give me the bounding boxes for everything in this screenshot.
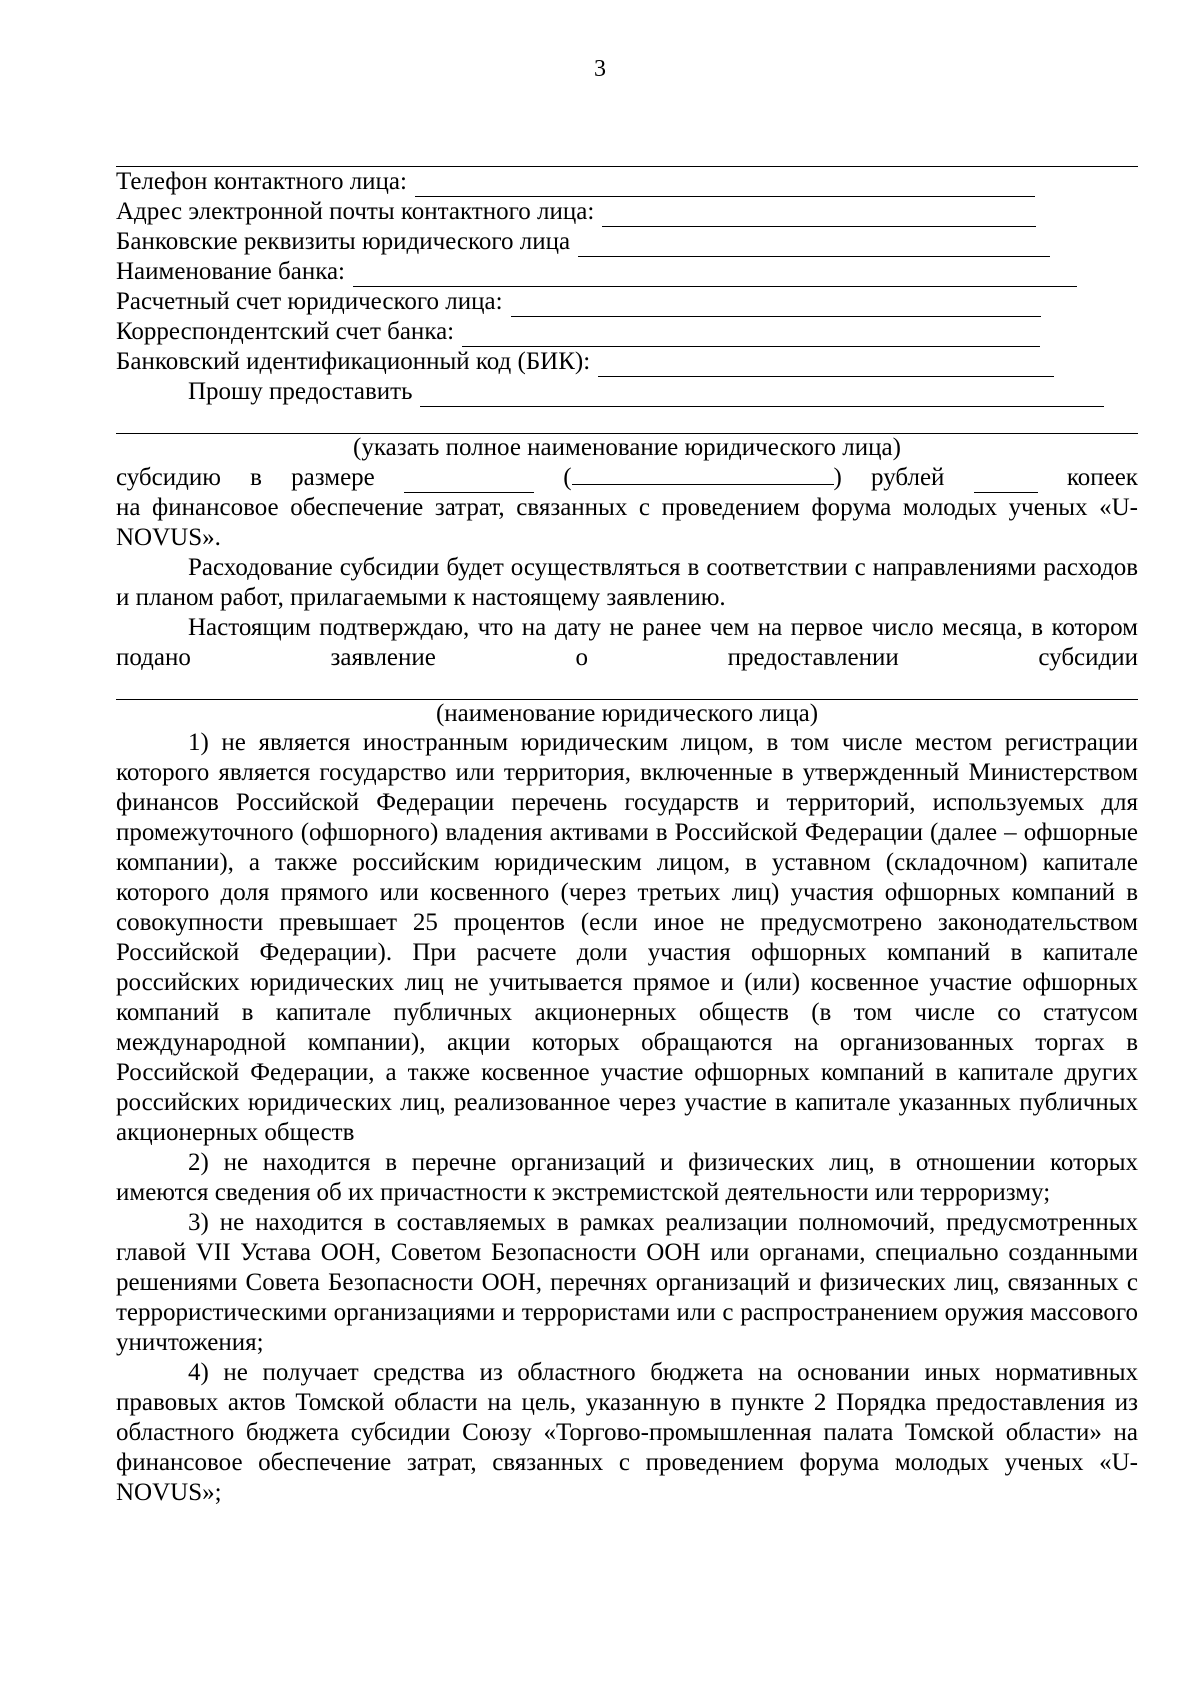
correspondent-account-row [116, 317, 1138, 347]
purpose-paragraph: на финансовое обеспечение затрат, связанных с проведением форума молодых ученых «U-NOVUS». [116, 494, 1138, 551]
bank-name-row [116, 257, 1138, 287]
bank-details-field[interactable] [578, 234, 1050, 257]
correspondent-account-label: Корреспондентский счет банка: [116, 318, 455, 345]
list-item-2: 2) не находится в перечне организаций и физических лиц, в отношении которых имеются сведения об их причастности к экстремистской деятельности или терроризму; [116, 1149, 1138, 1206]
contact-phone-field[interactable] [415, 174, 1035, 197]
subsidy-size-word: размере [291, 464, 375, 491]
contact-phone-label: Телефон контактного лица: [116, 168, 407, 195]
legal-entity-full-caption: (указать полное наименование юридического лица) [353, 434, 901, 461]
subsidy-amount-field[interactable] [404, 470, 534, 493]
bank-details-row [116, 227, 1138, 257]
page-number: 3 [594, 56, 606, 82]
application-form [116, 138, 1138, 1508]
bik-row [116, 347, 1138, 377]
list-item-1: 1) не является иностранным юридическим лицом, в том числе местом регистрации которого является государство или территория, включенные в утвержденный Министерством финансов Российской Федерации перечень государств и территорий, используемых для промежуточного (офшорного) владения активами в Российской Федерации (далее – офшорные компании), а также российским юридическим лицом, в уставном (складочном) капитале которого доля прямого или косвенного (через третьих лиц) участия офшорных компаний в совокупности превышает 25 процентов (если иное не предусмотрено законодательством Российской Федерации). При расчете доли участия офшорных компаний в капитале российских юридических лиц не учитывается прямое и (или) косвенное участие офшорных компаний в капитале публичных акционерных обществ (в том числе со статусом международной компании), акции которых обращаются на организованных торгах в Российской Федерации, а также косвенное участие офшорных компаний в капитале других российских юридических лиц, реализованное через участие в капитале указанных публичных акционерных обществ [116, 729, 1138, 1146]
request-field[interactable] [420, 384, 1104, 407]
contact-email-field[interactable] [602, 204, 1036, 227]
legal-entity-full-line[interactable] [116, 407, 1138, 434]
contact-email-label: Адрес электронной почты контактного лица: [116, 198, 595, 225]
legal-entity-name-line[interactable] [116, 673, 1138, 700]
bank-name-field[interactable] [353, 264, 1077, 287]
confirm-paragraph: Настоящим подтверждаю, что на дату не ранее чем на первое число месяца, в котором подано заявление о предоставлении субсидии [116, 614, 1138, 671]
bank-details-label: Банковские реквизиты юридического лица [116, 228, 571, 255]
subsidy-word: субсидию [116, 464, 221, 491]
contact-phone-row [116, 167, 1138, 197]
open-paren: ( [563, 464, 572, 491]
list-item-4: 4) не получает средства из областного бюджета на основании иных нормативных правовых актов Томской области на цель, указанную в пункте 2 Порядка предоставления из областного бюджета субсидии Союзу «Торгово-промышленная палата Томской области» на финансовое обеспечение затрат, связанных с проведением форума молодых ученых «U-NOVUS»; [116, 1359, 1138, 1506]
kopecks-field[interactable] [974, 470, 1038, 493]
top-blank-line[interactable] [116, 138, 1138, 167]
contact-email-row [116, 197, 1138, 227]
amount-words-field[interactable] [572, 462, 834, 485]
subsidy-amount-row [116, 462, 1138, 493]
list-item-3: 3) не находится в составляемых в рамках реализации полномочий, предусмотренных главой VII Устава ООН, Советом Безопасности ООН или органами, специально созданными решениями Совета Безопасности ООН, перечнях организаций и физических лиц, связанных с террористическими организациями и террористами или с распространением оружия массового уничтожения; [116, 1209, 1138, 1356]
amount-words-group [563, 462, 842, 493]
bank-name-label: Наименование банка: [116, 258, 346, 285]
correspondent-account-field[interactable] [462, 324, 1040, 347]
settlement-account-row [116, 287, 1138, 317]
request-row [116, 377, 1138, 407]
kopecks-word: копеек [1066, 464, 1138, 491]
rubles-word: рублей [871, 464, 945, 491]
close-paren: ) [833, 464, 842, 491]
spending-paragraph: Расходование субсидии будет осуществляться в соответствии с направлениями расходов и планом работ, прилагаемыми к настоящему заявлению. [116, 554, 1138, 611]
settlement-account-field[interactable] [511, 294, 1041, 317]
legal-entity-name-caption: (наименование юридического лица) [435, 700, 819, 727]
request-label: Прошу предоставить [188, 378, 413, 405]
settlement-account-label: Расчетный счет юридического лица: [116, 288, 503, 315]
bik-label: Банковский идентификационный код (БИК): [116, 348, 591, 375]
subsidy-in-word: в [250, 464, 262, 491]
bik-field[interactable] [598, 354, 1054, 377]
